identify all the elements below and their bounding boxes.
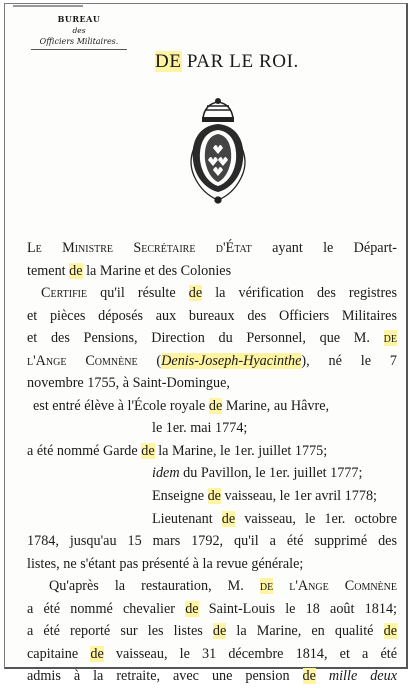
document-page (4, 3, 408, 685)
text-line: Lieutenant de vaisseau, le 1er. octobre (152, 510, 397, 527)
text-line: le 1er. mai 1774; (152, 420, 248, 437)
text-line: a été nommé chevalier de Saint-Louis le 18 août 1814; (27, 600, 397, 617)
royal-coat-of-arms-icon (183, 96, 253, 206)
page-title (155, 51, 299, 73)
top-rule (13, 5, 83, 7)
text-line: capitaine de vaisseau, le 31 décembre 1814, et a été (27, 645, 397, 662)
bureau-title: BUREAU (57, 14, 101, 24)
title-rest: PAR LE ROI. (181, 51, 299, 72)
text-line: novembre 1755, à Saint-Domingue, (27, 375, 230, 392)
title-de: DE (155, 51, 182, 72)
bureau-rule (31, 49, 127, 50)
bureau-heading (23, 14, 135, 50)
text-line: tement de la Marine et des Colonies (27, 262, 232, 279)
text-line: 1784, jusqu'au 15 mars 1792, qu'il a été supprimé des (27, 533, 397, 550)
text-line: et des Pensions, Direction du Personnel, que M. de (27, 330, 397, 347)
text-line: l'Ange Comnène (Denis-Joseph-Hyacinthe), né le 7 (27, 352, 397, 369)
text-line: idem du Pavillon, le 1er. juillet 1777; (152, 465, 363, 482)
text-line: Enseigne de vaisseau, le 1er avril 1778; (152, 488, 377, 505)
text-line: est entré élève à l'École royale de Marine, au Hâvre, (33, 397, 330, 414)
document-body (27, 237, 397, 688)
text-line: et pièces déposés aux bureaux des Officiers Militaires (27, 307, 397, 324)
bureau-des: des (72, 26, 86, 35)
text-line: listes, ne s'étant pas présenté à la revue générale; (27, 555, 304, 572)
text-line: Qu'après la restauration, M. de l'Ange Comnène (49, 578, 397, 595)
text-line: Certifie qu'il résulte de la vérification des registres (41, 285, 397, 302)
text-line: a été nommé Garde de la Marine, le 1er. juillet 1775; (27, 442, 328, 459)
bureau-officiers: Officiers Militaires. (39, 37, 119, 46)
text-line: Le Ministre Secrétaire d'État ayant le Départ- (27, 240, 397, 256)
text-line: admis à la retraite, avec une pension de mille deux (27, 668, 397, 685)
text-line: a été reporté sur les listes de la Marine, en qualité de (27, 623, 397, 640)
